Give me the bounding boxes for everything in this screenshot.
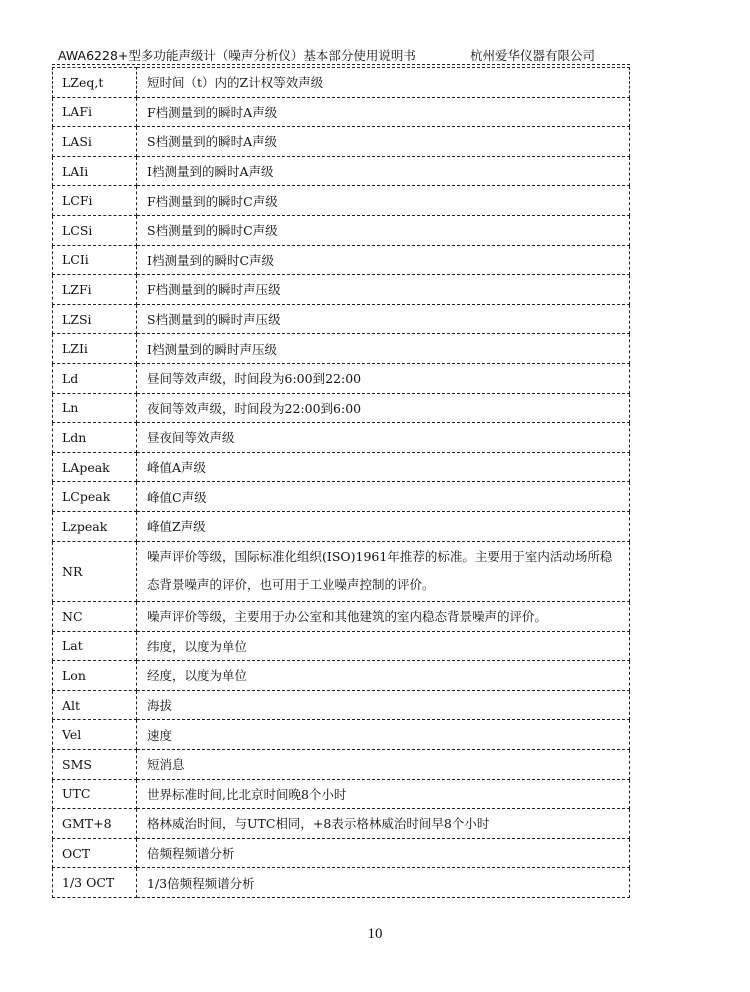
description-cell: F档测量到的瞬时声压级 xyxy=(137,275,630,305)
term-cell: OCT xyxy=(53,838,137,868)
page-number: 10 xyxy=(367,926,383,942)
description-cell: F档测量到的瞬时A声级 xyxy=(137,97,630,127)
table-row xyxy=(53,393,630,423)
description-cell: S档测量到的瞬时A声级 xyxy=(137,127,630,157)
term-cell: LCpeak xyxy=(53,482,137,512)
term-cell: LAIi xyxy=(53,156,137,186)
term-cell: Lat xyxy=(53,631,137,661)
description-cell: I档测量到的瞬时A声级 xyxy=(137,156,630,186)
term-cell: 1/3 OCT xyxy=(53,868,137,898)
term-cell: UTC xyxy=(53,779,137,809)
table-row xyxy=(53,127,630,157)
table-row xyxy=(53,156,630,186)
description-cell: 世界标准时间,比北京时间晚8个小时 xyxy=(137,779,630,809)
term-cell: LCFi xyxy=(53,186,137,216)
table-row xyxy=(53,245,630,275)
term-cell: LZSi xyxy=(53,304,137,334)
term-cell: Ln xyxy=(53,393,137,423)
table-row xyxy=(53,868,630,898)
description-cell: S档测量到的瞬时声压级 xyxy=(137,304,630,334)
table-row xyxy=(53,631,630,661)
description-cell: 昼夜间等效声级 xyxy=(137,423,630,453)
term-cell: LZIi xyxy=(53,334,137,364)
description-cell: 速度 xyxy=(137,720,630,750)
description-cell: 噪声评价等级，主要用于办公室和其他建筑的室内稳态背景噪声的评价。 xyxy=(137,602,630,632)
term-cell: Ld xyxy=(53,363,137,393)
company-name: 杭州爱华仪器有限公司 xyxy=(470,48,596,63)
description-cell: F档测量到的瞬时C声级 xyxy=(137,186,630,216)
table-row xyxy=(53,838,630,868)
description-cell: 峰值A声级 xyxy=(137,452,630,482)
table-row xyxy=(53,423,630,453)
table-row xyxy=(53,275,630,305)
term-cell: NC xyxy=(53,602,137,632)
description-cell: 夜间等效声级，时间段为22:00到6:00 xyxy=(137,393,630,423)
table-row xyxy=(53,186,630,216)
description-cell: 峰值Z声级 xyxy=(137,511,630,541)
term-cell: Lon xyxy=(53,661,137,691)
table-row xyxy=(53,809,630,839)
term-cell: GMT+8 xyxy=(53,809,137,839)
description-cell: 1/3倍频程频谱分析 xyxy=(137,868,630,898)
term-cell: LZFi xyxy=(53,275,137,305)
table-row xyxy=(53,68,630,98)
table-row xyxy=(53,363,630,393)
term-cell: LZeq,t xyxy=(53,68,137,98)
description-cell: 倍频程频谱分析 xyxy=(137,838,630,868)
term-cell: LCIi xyxy=(53,245,137,275)
table-row xyxy=(53,304,630,334)
description-cell: 昼间等效声级，时间段为6:00到22:00 xyxy=(137,363,630,393)
page-header xyxy=(52,44,632,66)
description-cell: 短时间（t）内的Z计权等效声级 xyxy=(137,68,630,98)
description-cell: 纬度，以度为单位 xyxy=(137,631,630,661)
table-row xyxy=(53,720,630,750)
table-row xyxy=(53,690,630,720)
header-divider xyxy=(52,64,630,65)
term-cell: LASi xyxy=(53,127,137,157)
term-cell: SMS xyxy=(53,749,137,779)
description-cell: S档测量到的瞬时C声级 xyxy=(137,215,630,245)
term-cell: LApeak xyxy=(53,452,137,482)
description-cell: 海拔 xyxy=(137,690,630,720)
description-cell: I档测量到的瞬时声压级 xyxy=(137,334,630,364)
description-cell: I档测量到的瞬时C声级 xyxy=(137,245,630,275)
description-cell: 峰值C声级 xyxy=(137,482,630,512)
document-title: AWA6228+型多功能声级计（噪声分析仪）基本部分使用说明书 xyxy=(58,48,416,63)
term-cell: LCSi xyxy=(53,215,137,245)
term-cell: Lzpeak xyxy=(53,511,137,541)
description-cell: 噪声评价等级，国际标准化组织(ISO)1961年推荐的标准。主要用于室内活动场所稳态背景噪声的评价，也可用于工业噪声控制的评价。 xyxy=(137,541,630,602)
table-row xyxy=(53,215,630,245)
table-row xyxy=(53,541,630,602)
term-cell: LAFi xyxy=(53,97,137,127)
table-row xyxy=(53,334,630,364)
description-cell: 格林威治时间，与UTC相同，+8表示格林威治时间早8个小时 xyxy=(137,809,630,839)
table-row xyxy=(53,779,630,809)
description-cell: 短消息 xyxy=(137,749,630,779)
table-row xyxy=(53,661,630,691)
term-cell: Ldn xyxy=(53,423,137,453)
term-cell: NR xyxy=(53,541,137,602)
table-row xyxy=(53,511,630,541)
term-cell: Vel xyxy=(53,720,137,750)
abbreviation-table xyxy=(52,67,630,898)
term-cell: Alt xyxy=(53,690,137,720)
table-row xyxy=(53,97,630,127)
table-row xyxy=(53,749,630,779)
table-row xyxy=(53,452,630,482)
description-cell: 经度，以度为单位 xyxy=(137,661,630,691)
table-row xyxy=(53,602,630,632)
table-row xyxy=(53,482,630,512)
